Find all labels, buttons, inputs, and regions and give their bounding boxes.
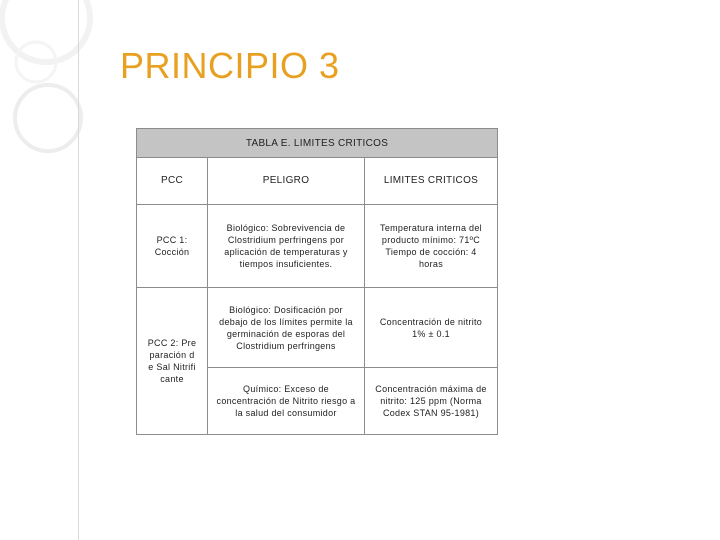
row1-peligro: Biológico: Sobrevivencia de Clostridium perfringens por aplicación de temperaturas y tiempos insuficientes. [224,223,348,269]
row2-limite: Concentración de nitrito 1% ± 0.1 [379,316,483,339]
critical-limits-table [136,128,498,435]
table-caption: TABLA E. LIMITES CRITICOS [137,129,497,157]
header-pcc: PCC [160,175,183,186]
row2-peligro: Biológico: Dosificación por debajo de los límites permite la germinación de esporas del Clostridium perfringens [219,304,353,351]
row1-limite: Temperatura interna del producto mínimo: 71ºC Tiempo de cocción: 4 horas [380,223,482,269]
row3-limite: Concentración máxima de nitrito: 125 ppm (Norma Codex STAN 95-1981) [375,384,487,418]
header-peligro: PELIGRO [262,175,310,186]
row3-peligro: Químico: Exceso de concentración de Nitrito riesgo a la salud del consumidor [216,384,356,418]
page-title: PRINCIPIO 3 [120,45,340,86]
row2-pcc: PCC 2: Preparación de Sal Nitrificante [147,338,197,384]
sidebar-divider [78,0,79,540]
header-limites-criticos: LIMITES CRITICOS [383,175,479,186]
row1-pcc: PCC 1: Cocción [154,235,190,257]
